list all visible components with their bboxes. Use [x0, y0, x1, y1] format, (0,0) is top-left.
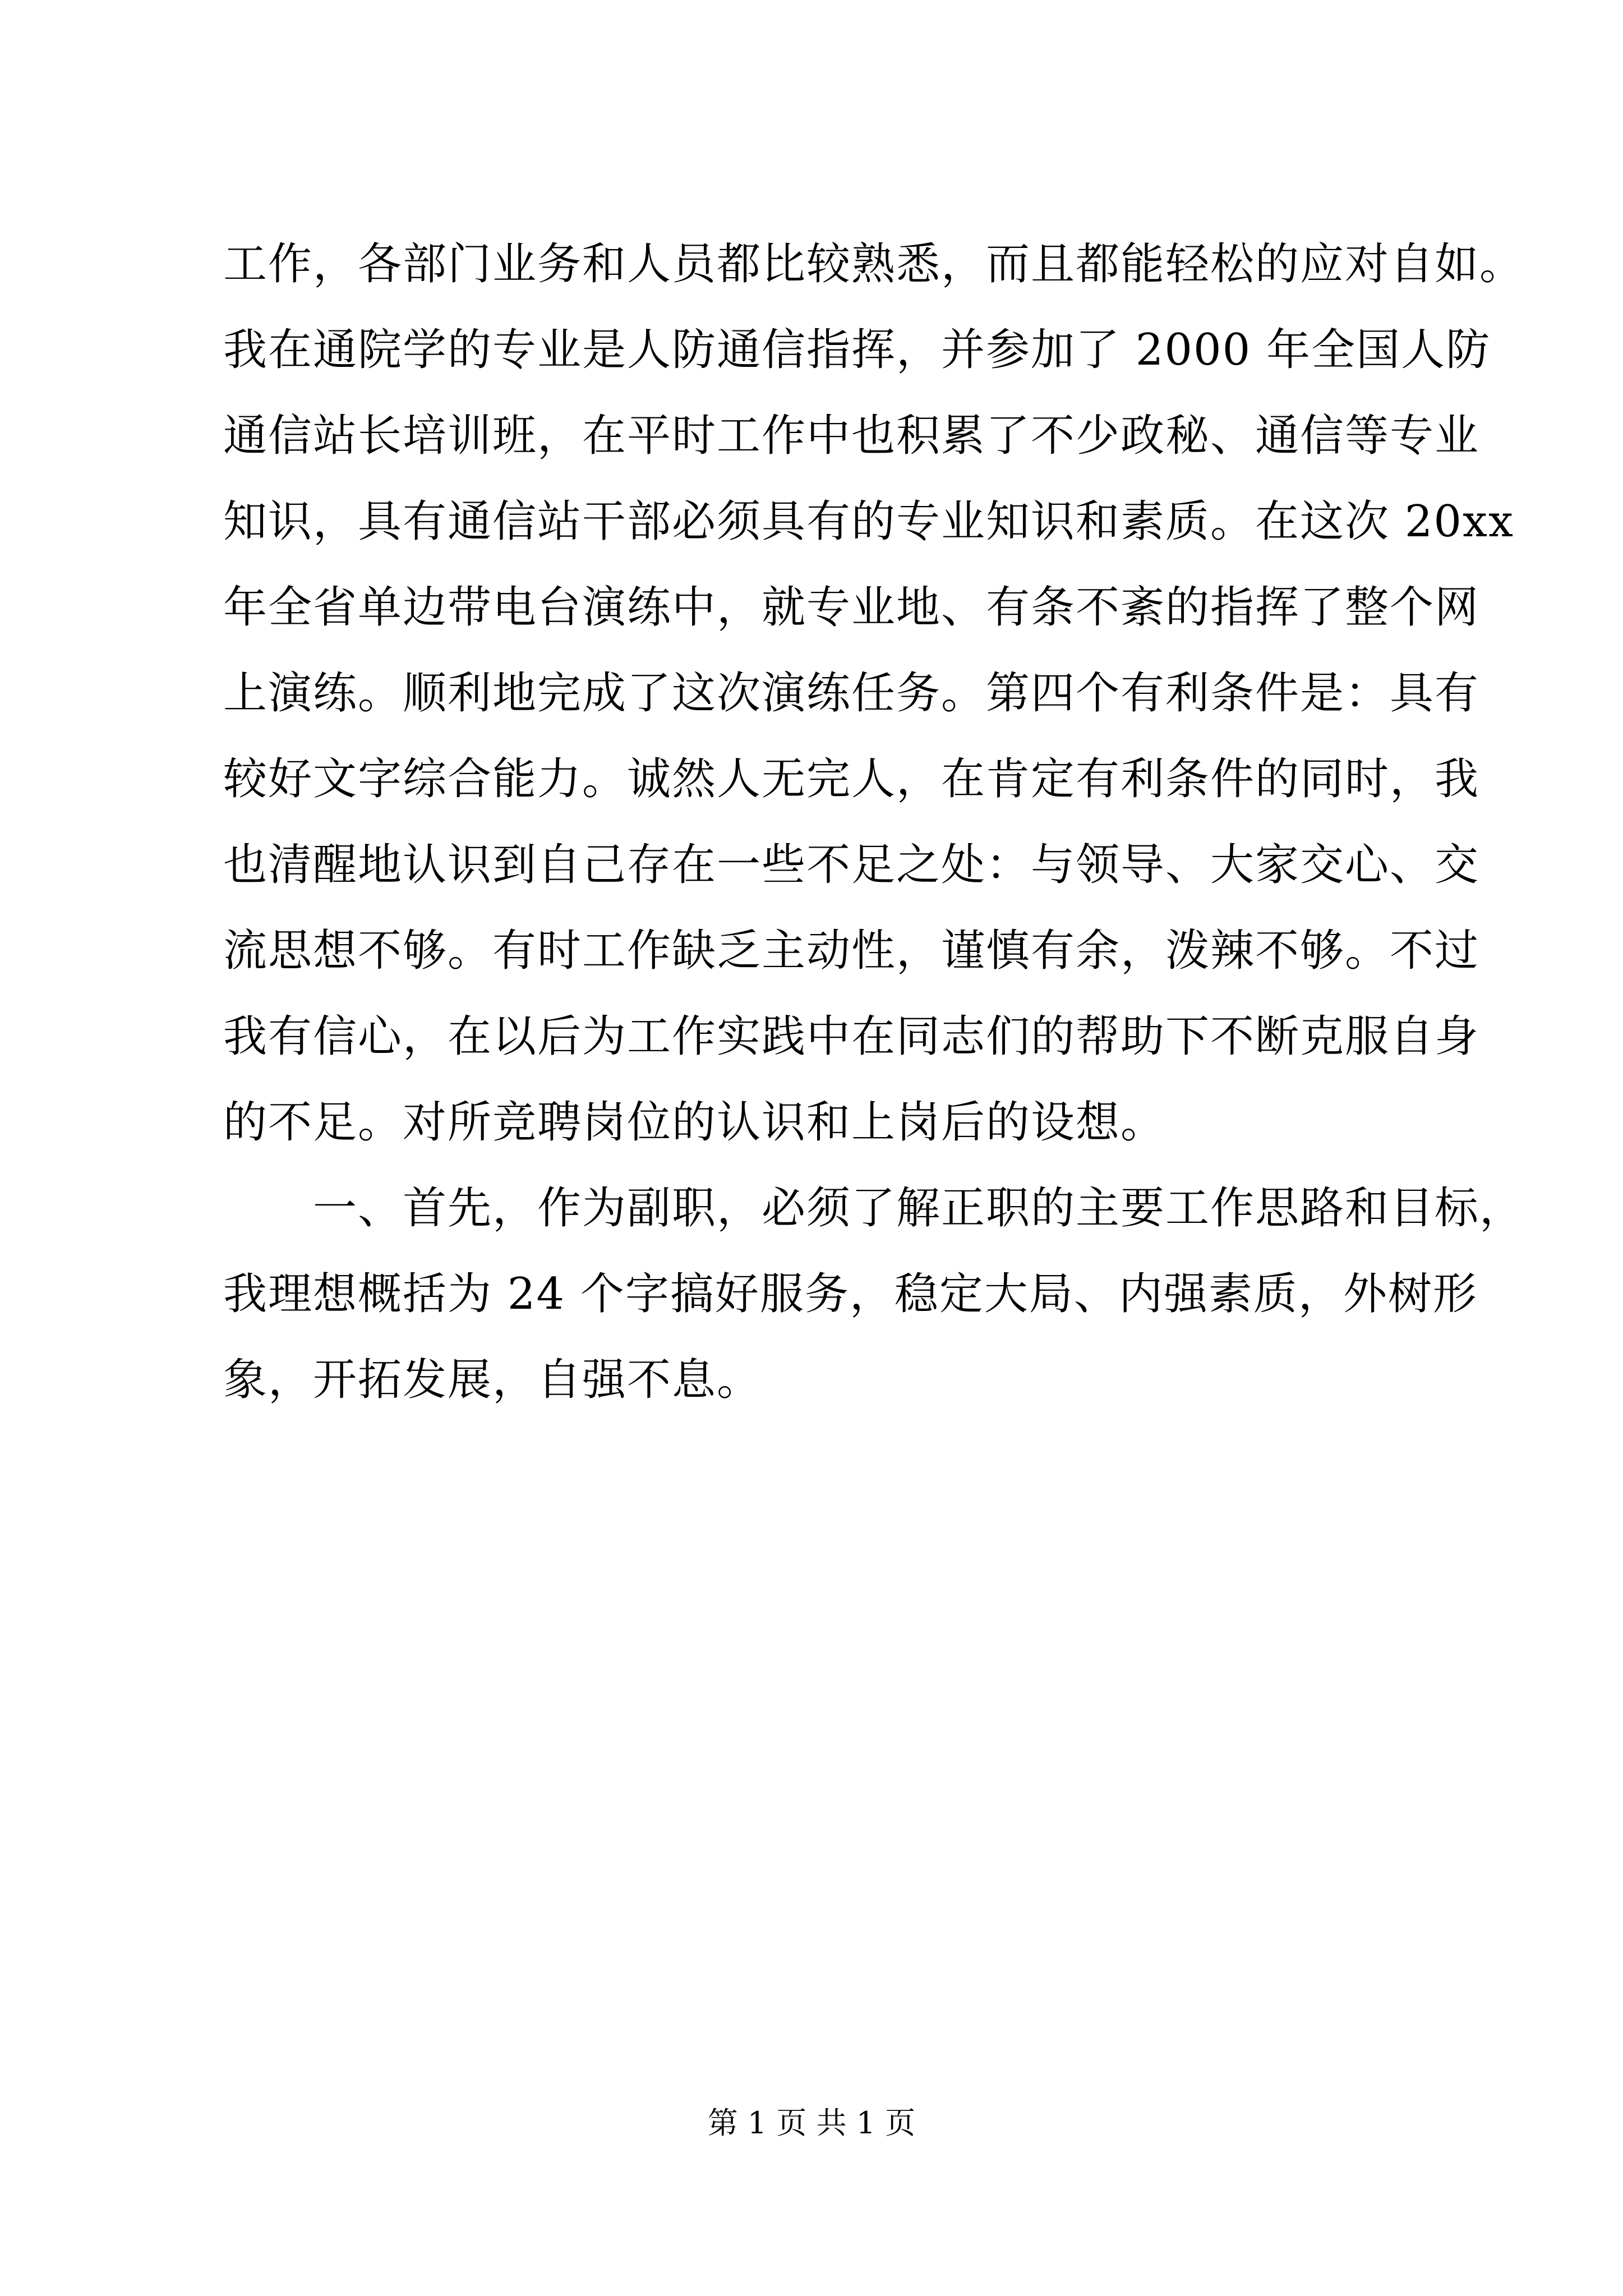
- text-line: 象，开拓发展，自强不息。: [223, 1355, 762, 1405]
- text-line: 一、首先，作为副职，必须了解正职的主要工作思路和目标，: [223, 1183, 1525, 1234]
- text-line: 上演练。顺利地完成了这次演练任务。第四个有利条件是：具有: [223, 668, 1480, 719]
- text-line: 较好文字综合能力。诚然人无完人，在肯定有利条件的同时，我: [223, 754, 1480, 804]
- text-line: 工作，各部门业务和人员都比较熟悉，而且都能轻松的应对自如。: [223, 239, 1525, 289]
- text-line: 我理想概括为 24 个字搞好服务，稳定大局、内强素质，外树形: [223, 1269, 1478, 1319]
- text-line: 通信站长培训班，在平时工作中也积累了不少政秘、通信等专业: [223, 411, 1480, 461]
- text-line: 的不足。对所竞聘岗位的认识和上岗后的设想。: [223, 1097, 1166, 1148]
- text-line: 年全省单边带电台演练中，就专业地、有条不紊的指挥了整个网: [223, 582, 1480, 633]
- text-line: 知识，具有通信站干部必须具有的专业知识和素质。在这次 20xx: [223, 496, 1515, 547]
- text-line: 也清醒地认识到自己存在一些不足之处：与领导、大家交心、交: [223, 840, 1480, 890]
- text-line: 流思想不够。有时工作缺乏主动性，谨慎有余，泼辣不够。不过: [223, 926, 1480, 976]
- document-body: [223, 222, 1525, 1423]
- text-line: 我在通院学的专业是人防通信指挥，并参加了 2000 年全国人防: [223, 325, 1491, 375]
- text-line: 我有信心，在以后为工作实践中在同志们的帮助下不断克服自身: [223, 1011, 1480, 1062]
- page-footer: 第 1 页 共 1 页: [707, 2105, 916, 2141]
